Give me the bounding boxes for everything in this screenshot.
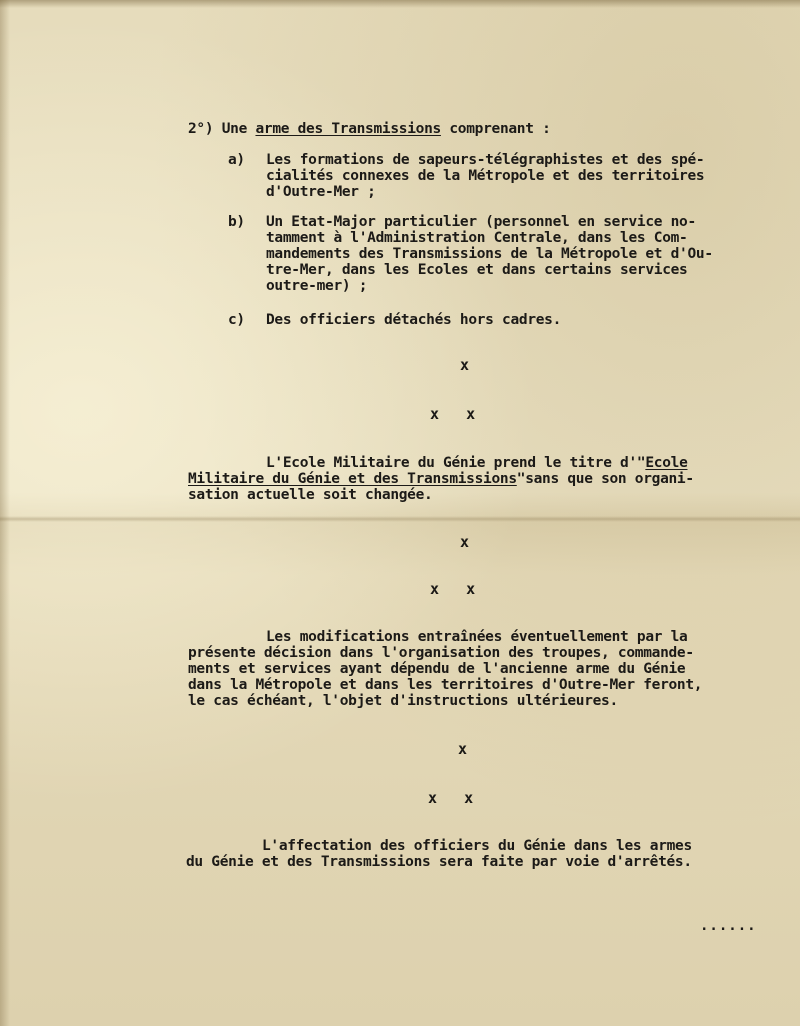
modifications-line-1: Les modifications entraînées éventuellement par la (266, 629, 688, 645)
item-b-line-2: tamment à l'Administration Centrale, dans les Com- (266, 230, 688, 246)
modifications-line-2: présente décision dans l'organisation des troupes, commande- (188, 645, 694, 661)
item-b-line-5: outre-mer) ; (266, 278, 368, 294)
item-a-line-1: Les formations de sapeurs-télégraphistes et des spé- (266, 152, 705, 168)
paper-fold-crease (0, 516, 800, 522)
paper-edge-shadow (0, 0, 10, 1026)
ecole-line-3: sation actuelle soit changée. (188, 487, 433, 503)
item-c-line-1: Des officiers détachés hors cadres. (266, 312, 562, 328)
affectation-line-1: L'affectation des officiers du Génie dans les armes (262, 838, 692, 854)
modifications-line-5: le cas échéant, l'objet d'instructions ultérieures. (188, 693, 618, 709)
separator-x-double: x x (430, 405, 476, 423)
section-heading: 2°) Une arme des Transmissions comprenant : (188, 121, 551, 137)
modifications-line-4: dans la Métropole et dans les territoires d'Outre-Mer feront, (188, 677, 703, 693)
ecole-line-1: L'Ecole Militaire du Génie prend le titre d'"Ecole (266, 455, 688, 471)
separator-x: x (460, 533, 470, 551)
item-a-line-2: cialités connexes de la Métropole et des territoires (266, 168, 705, 184)
affectation-line-2: du Génie et des Transmissions sera faite par voie d'arrêtés. (186, 854, 692, 870)
separator-x: x (458, 740, 468, 758)
separator-x-double: x x (428, 789, 474, 807)
item-b-line-4: tre-Mer, dans les Ecoles et dans certains services (266, 262, 688, 278)
item-b-line-1: Un Etat-Major particulier (personnel en service no- (266, 214, 696, 230)
ecole-line-2: Militaire du Génie et des Transmissions"sans que son organi- (188, 471, 694, 487)
item-a-letter: a) (228, 152, 245, 168)
item-c-letter: c) (228, 312, 245, 328)
item-a-line-3: d'Outre-Mer ; (266, 184, 376, 200)
paper-top-shadow (0, 0, 800, 8)
separator-x-double: x x (430, 580, 476, 598)
item-b-letter: b) (228, 214, 245, 230)
modifications-line-3: ments et services ayant dépendu de l'ancienne arme du Génie (188, 661, 686, 677)
item-b-line-3: mandements des Transmissions de la Métropole et d'Ou- (266, 246, 713, 262)
continuation-dots: ...... (700, 918, 757, 934)
separator-x: x (460, 356, 470, 374)
